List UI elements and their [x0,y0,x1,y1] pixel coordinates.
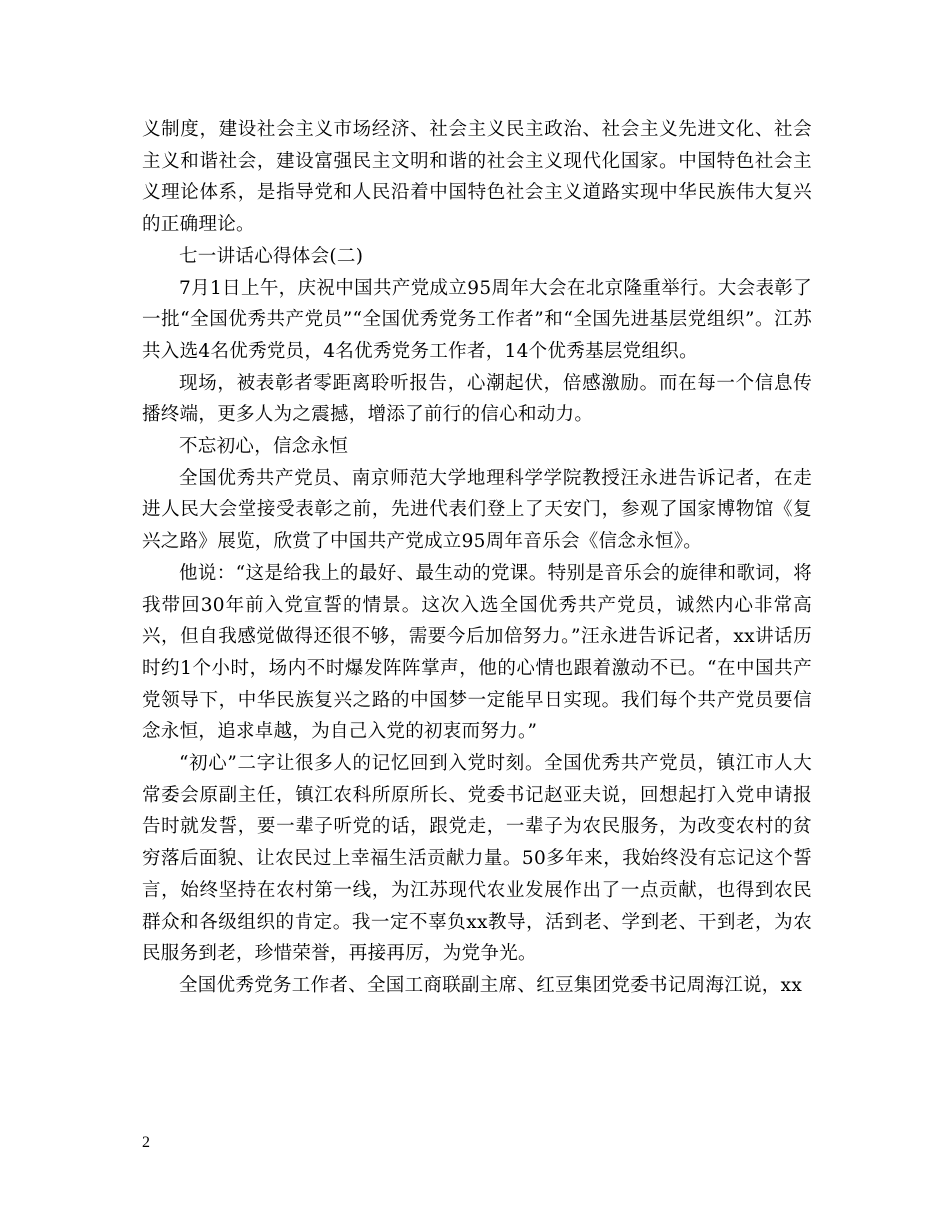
paragraph-8: “初心”二字让很多人的记忆回到入党时刻。全国优秀共产党员，镇江市人大常委会原副主任，镇江农科所原所长、党委书记赵亚夫说，回想起打入党申请报告时就发誓，要一辈子听党的话，跟党走，一辈子为农民服务，为改变农村的贫穷落后面貌、让农民过上幸福生活贡献力量。50多年来，我始终没有忘记这个誓言，始终坚持在农村第一线，为江苏现代农业发展作出了一点贡献，也得到农民群众和各级组织的肯定。我一定不辜负xx教导，活到老、学到老、干到老，为农民服务到老，珍惜荣誉，再接再厉，为党争光。 [142,753,812,965]
section-heading-original-aspiration: 不忘初心，信念永恒 [179,436,349,458]
document-body [142,114,812,1002]
paragraph-1: 义制度，建设社会主义市场经济、社会主义民主政治、社会主义先进文化、社会主义和谐社会，建设富强民主文明和谐的社会主义现代化国家。中国特色社会主义理论体系，是指导党和人民沿着中国特色社会主义道路实现中华民族伟大复兴的正确理论。 [142,119,812,236]
paragraph-4: 现场，被表彰者零距离聆听报告，心潮起伏，倍感激励。而在每一个信息传播终端，更多人为之震撼，增添了前行的信心和动力。 [142,372,812,426]
paragraph-6: 全国优秀共产党员、南京师范大学地理科学学院教授汪永进告诉记者，在走进人民大会堂接受表彰之前，先进代表们登上了天安门，参观了国家博物馆《复兴之路》展览，欣赏了中国共产党成立95周年音乐会《信念永恒》。 [142,467,812,553]
paragraph-9: 全国优秀党务工作者、全国工商联副主席、红豆集团党委书记周海江说，xx [179,974,803,996]
section-heading-speech-reflection: 七一讲话心得体会(二) [179,245,364,267]
paragraph-7: 他说：“这是给我上的最好、最生动的党课。特别是音乐会的旋律和歌词，将我带回30年前入党宣誓的情景。这次入选全国优秀共产党员，诚然内心非常高兴，但自我感觉做得还很不够，需要今后加倍努力。”汪永进告诉记者，xx讲话历时约1个小时，场内不时爆发阵阵掌声，他的心情也跟着激动不已。“在中国共产党领导下，中华民族复兴之路的中国梦一定能早日实现。我们每个共产党员要信念永恒，追求卓越，为自己入党的初衷而努力。” [142,562,812,743]
page-number: 2 [142,1134,150,1151]
paragraph-3: 7月1日上午，庆祝中国共产党成立95周年大会在北京隆重举行。大会表彰了一批“全国优秀共产党员”“全国优秀党务工作者”和“全国先进基层党组织”。江苏共入选4名优秀党员，4名优秀党务工作者，14个优秀基层党组织。 [142,277,812,362]
